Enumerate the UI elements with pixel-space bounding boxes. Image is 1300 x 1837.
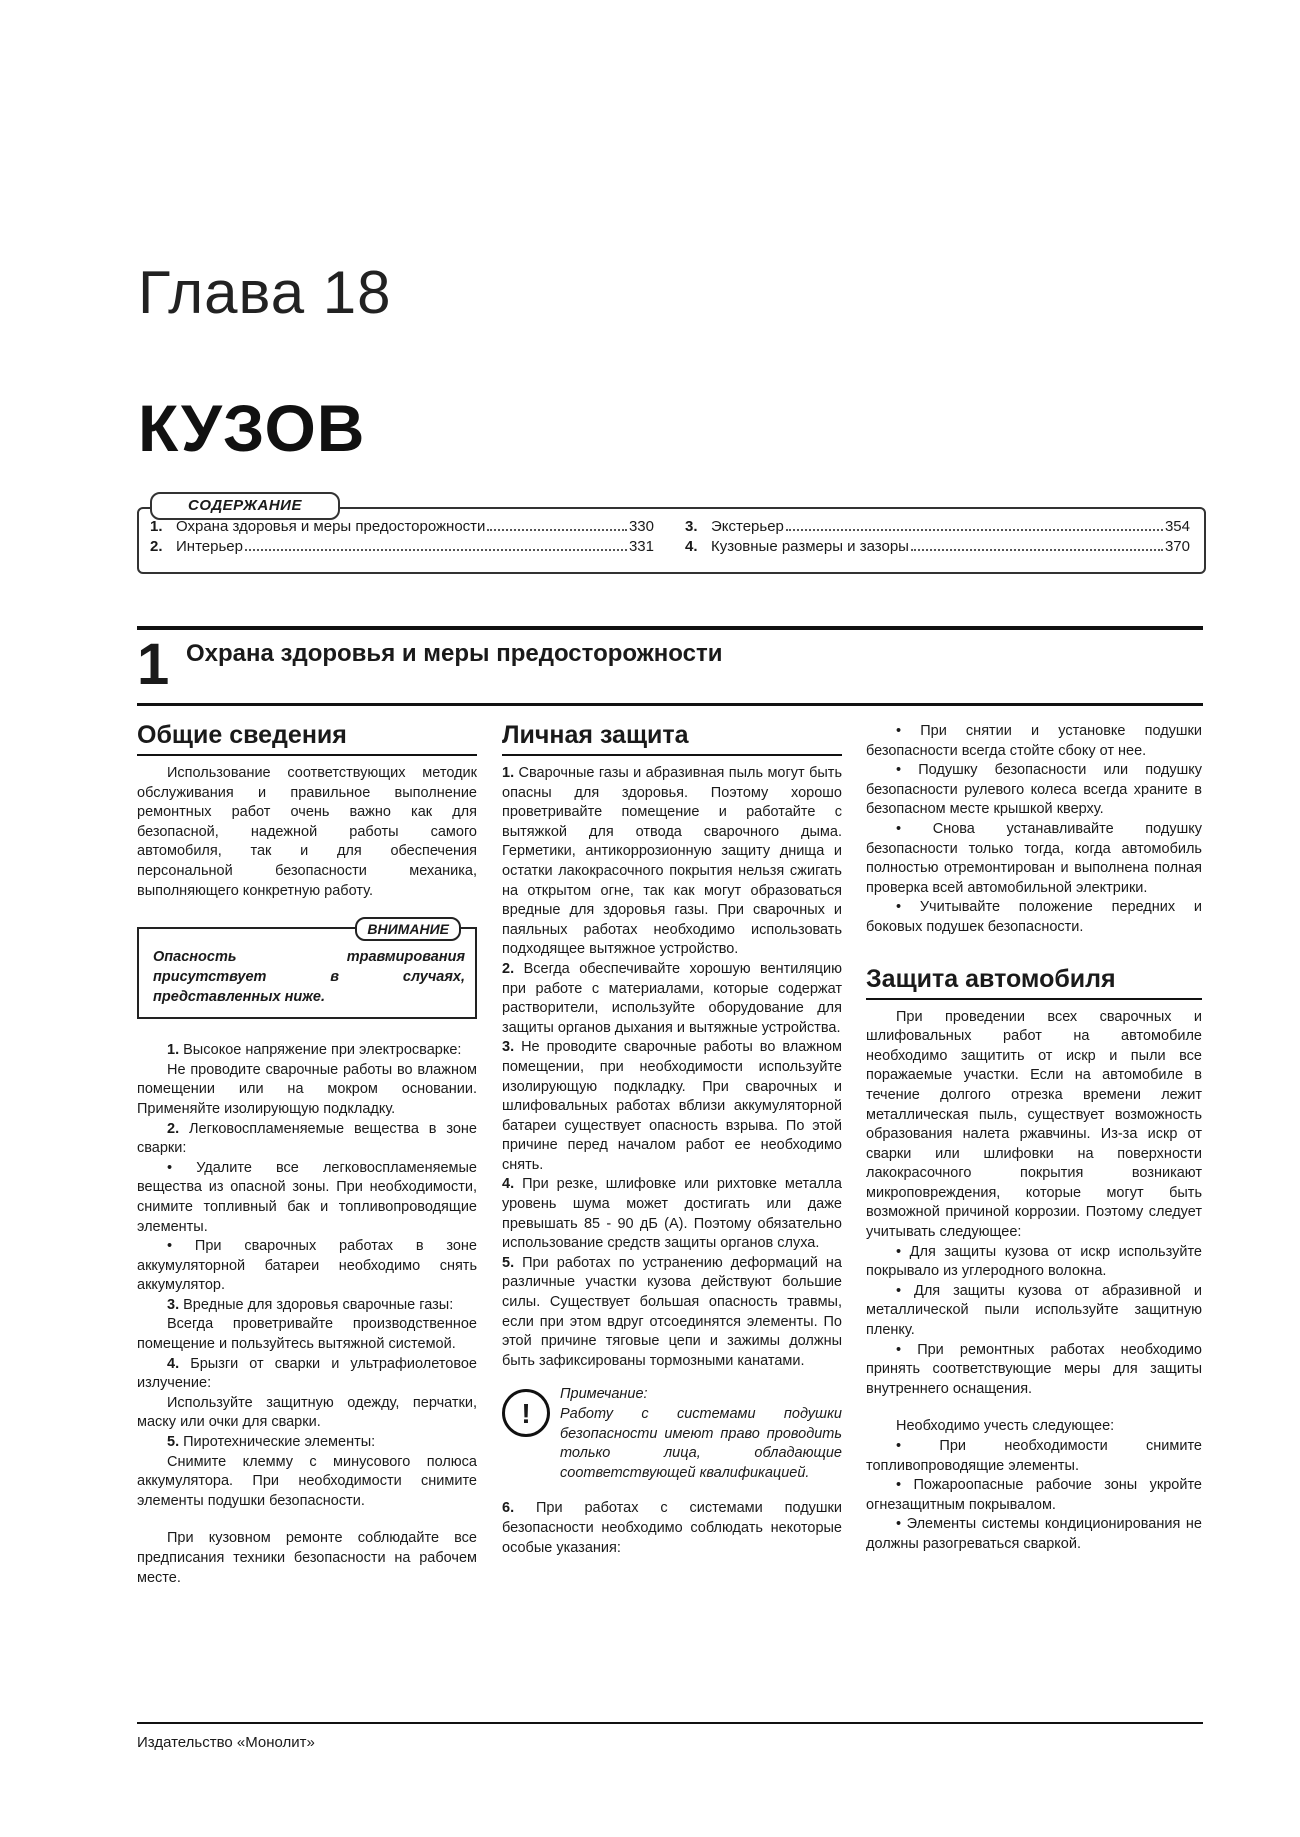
item-num: 4. [502,1176,515,1193]
toc-item-num: 3. [685,518,698,535]
toc-item-page: 331 [628,538,654,555]
item-num: 3. [502,1039,515,1056]
footer-rule [137,1722,1203,1724]
item-num: 2. [502,960,515,977]
footer-publisher: Издательство «Монолит» [137,1734,315,1751]
exclamation-icon: ! [502,1389,550,1437]
toc-item-num: 4. [685,538,698,555]
paragraph: Пиротехнические элементы: [183,1434,376,1451]
note-label: Примечание: [560,1386,648,1403]
item-num: 4. [167,1355,180,1372]
toc-item-label: Экстерьер [711,518,784,535]
paragraph: • Снова устанавливайте подушку безопасности только тогда, когда автомобиль полностью отремонтирован и выполнена полная проверка всей автомобильной электрики. [866,820,1202,896]
paragraph: Брызги от сварки и ультрафиолетовое излучение: [137,1355,478,1392]
paragraph: Не проводите сварочные работы во влажном помещении или на мокром основании. Применяйте изолирующую подкладку. [137,1061,477,1117]
toc-item-label: Охрана здоровья и меры предосторожности [176,518,486,535]
item-num: 5. [167,1434,180,1451]
toc-item-num: 1. [150,518,163,535]
paragraph: При проведении всех сварочных и шлифовальных работ на автомобиле необходимо защитить от искр и пыли все поражаемые участки. Если на автомобиле в течение долгого отрезка времени лежит металлическая пыль, существует возможность образования налета ржавчины. Из-за искр от сварки или шлифовки на поверхности лакокрасочного покрытия возникают микроповреждения, которые могут быть возможной причиной коррозии. Поэтому следует учитывать следующее: [866,1008,1202,1241]
paragraph: • Подушку безопасности или подушку безопасности рулевого колеса всегда храните в безопасном месте крышкой кверху. [866,762,1202,818]
note-text: Работу с системами подушки безопасности имеют право проводить только лица, обладающие соответствующей квалификацией. [560,1406,842,1481]
paragraph: Высокое напряжение при электросварке: [183,1042,462,1059]
paragraph: При работах по устранению деформаций на различные участки кузова действуют большие силы. Существует большая опасность травмы, если при этом вдруг отсоединятся элементы. По этой причине тяговые цепи и зажимы должны быть зафиксированы тормозными канатами. [502,1254,842,1369]
toc-heading: СОДЕРЖАНИЕ [150,492,340,520]
paragraph: При кузовном ремонте соблюдайте все предписания техники безопасности на рабочем месте. [137,1530,477,1586]
toc-item-label: Кузовные размеры и зазоры [711,538,909,555]
warning-box [137,921,477,1019]
item-num: 5. [502,1254,515,1271]
section-number: 1 [137,632,170,697]
toc-item-num: 2. [150,538,163,555]
paragraph: • Пожароопасные рабочие зоны укройте огнезащитным покрывалом. [866,1477,1202,1513]
column-personal-protection [502,718,842,1558]
section-rule-bottom [137,703,1203,706]
paragraph: • При снятии и установке подушки безопасности всегда стойте сбоку от нее. [866,723,1202,759]
toc-item-page: 354 [1164,518,1190,535]
toc-item-label: Интерьер [176,538,243,555]
paragraph: Всегда обеспечивайте хорошую вентиляцию при работе с материалами, которые содержат растворители, используйте оборудование для защиты органов дыхания и вытяжные устройства. [502,960,842,1036]
toc-item-2[interactable] [150,538,654,555]
toc-item-1[interactable] [150,518,654,535]
chapter-title: КУЗОВ [138,391,366,465]
paragraph: • При сварочных работах в зоне аккумуляторной батареи необходимо снять аккумулятор. [137,1238,477,1294]
paragraph: Используйте защитную одежду, перчатки, маску или очки для сварки. [137,1394,477,1431]
toc-item-3[interactable] [685,518,1190,535]
warning-text: Опасность травмирования присутствует в случаях, представленных ниже. [153,949,465,1006]
paragraph: При резке, шлифовке или рихтовке металла уровень шума может достигать или даже превышать 85 - 90 дБ (А). Поэтому обязательно использование средств защиты органов слуха. [502,1176,842,1252]
paragraph: При работах с системами подушки безопасности необходимо соблюдать некоторые особые указания: [502,1500,842,1556]
item-num: 2. [167,1120,180,1137]
note-block [502,1385,842,1483]
toc-item-4[interactable] [685,538,1190,555]
paragraph: Всегда проветривайте производственное помещение и пользуйтесь вытяжной системой. [137,1316,477,1353]
paragraph: • Для защиты кузова от абразивной и металлической пыли используйте защитную пленку. [866,1282,1202,1339]
paragraph: • При ремонтных работах необходимо принять соответствующие меры для защиты внутреннего оснащения. [866,1341,1202,1397]
paragraph: • Для защиты кузова от искр используйте покрывало из углеродного волокна. [866,1243,1202,1280]
toc-dots [911,538,1163,551]
item-num: 3. [167,1296,180,1313]
toc-item-page: 330 [628,518,654,535]
paragraph: • Элементы системы кондиционирования не должны разогреваться сваркой. [866,1516,1202,1552]
item-num: 1. [502,765,515,781]
section-rule-top [137,626,1203,630]
paragraph: • При необходимости снимите топливопроводящие элементы. [866,1438,1202,1474]
col1-heading: Общие сведения [137,718,477,756]
paragraph: Не проводите сварочные работы во влажном помещении, при необходимости используйте изолирующую подкладку. При сварочных и шлифовальных работах вблизи аккумуляторной батареи существует опасность взрыва. По этой причине перед началом работ ее необходимо снять. [502,1039,842,1173]
chapter-label: Глава 18 [138,259,392,326]
section-title: Охрана здоровья и меры предосторожности [186,640,723,667]
paragraph: Необходимо учесть следующее: [896,1418,1115,1435]
paragraph: Сварочные газы и абразивная пыль могут быть опасны для здоровья. Поэтому хорошо проветривайте помещение и работайте с вытяжкой для отвода сварочного дыма. Герметики, антикоррозионную защиту днища и остатки лакокрасочного покрытия нельзя сжигать на открытом огне, так как могут образоваться вредные для здоровья газы. При сварочных и паяльных работах необходимо использовать подходящее вытяжное устройство. [502,765,843,958]
toc-dots [786,518,1163,531]
warning-tab: ВНИМАНИЕ [355,917,461,941]
paragraph: Снимите клемму с минусового полюса аккумулятора. При необходимости снимите элементы подушки безопасности. [137,1453,477,1509]
column-general [137,718,477,1588]
toc-dots [245,538,627,551]
item-num: 1. [167,1042,180,1059]
paragraph: Вредные для здоровья сварочные газы: [183,1296,454,1313]
toc-item-page: 370 [1164,538,1190,555]
toc-dots [487,518,627,531]
item-num: 6. [502,1500,515,1517]
paragraph: Легковоспламеняемые вещества в зоне сварки: [137,1120,477,1157]
column-vehicle-protection [866,722,1202,1555]
col2-heading: Личная защита [502,718,842,756]
paragraph: • Учитывайте положение передних и боковых подушек безопасности. [866,899,1202,935]
col1-intro: Использование соответствующих методик обслуживания и правильное выполнение ремонтных работ очень важно как для безопасной, надежной работы самого автомобиля, так и для обеспечения персональной безопасности механика, выполняющего конкретную работу. [137,765,477,899]
col3-heading: Защита автомобиля [866,962,1202,1000]
paragraph: • Удалите все легковоспламеняемые вещества из опасной зоны. При необходимости, снимите топливный бак и топливопроводящие элементы. [137,1159,477,1235]
